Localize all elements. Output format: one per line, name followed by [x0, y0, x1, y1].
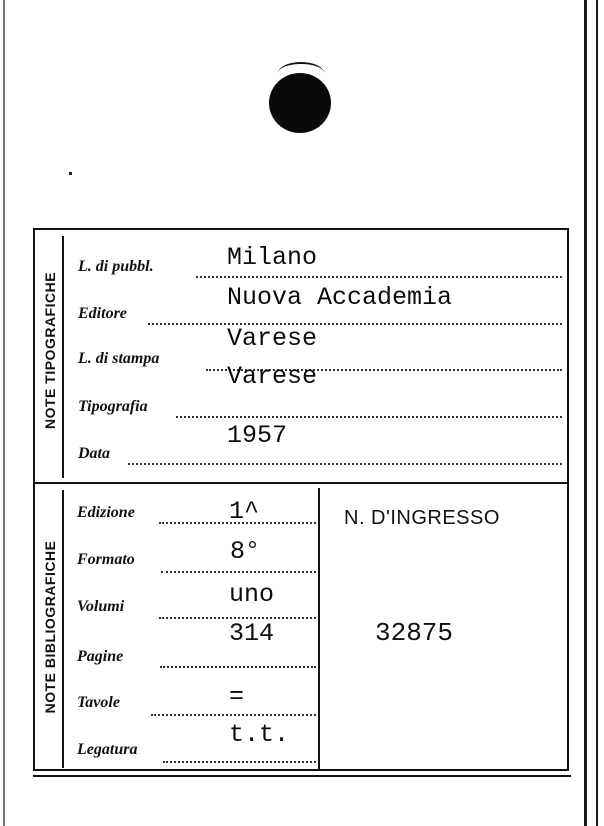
dots-legatura	[163, 761, 316, 763]
tipografiche-title-rule	[62, 236, 64, 478]
value-luogo-stampa: Varese	[227, 324, 318, 353]
value-tavole: =	[229, 682, 245, 711]
value-legatura: t.t.	[229, 720, 290, 749]
ingresso-title: N. D'INGRESSO	[344, 507, 500, 529]
label-edizione: Edizione	[77, 504, 135, 521]
label-luogo-stampa: L. di stampa	[78, 350, 160, 367]
right-edge-inner	[596, 0, 598, 826]
value-luogo-pubblicazione: Milano	[227, 243, 318, 272]
label-luogo-pubblicazione: L. di pubbl.	[78, 258, 154, 275]
ink-speck	[69, 172, 72, 175]
label-pagine: Pagine	[77, 648, 124, 665]
dots-luogo-pubblicazione	[196, 276, 562, 278]
dots-editore	[148, 323, 562, 325]
dots-pagine	[160, 666, 316, 668]
tipografiche-title: NOTE TIPOGRAFICHE	[42, 271, 58, 429]
value-data: 1957	[227, 421, 288, 450]
label-tavole: Tavole	[77, 694, 120, 711]
punch-hole	[269, 73, 331, 133]
dots-tipografia	[176, 416, 562, 418]
value-editore: Nuova Accademia	[227, 283, 453, 312]
label-editore: Editore	[78, 305, 127, 322]
value-formato: 8°	[230, 537, 261, 566]
value-volumi: uno	[229, 580, 275, 609]
section-divider	[33, 482, 569, 484]
card-bottom-rule	[33, 775, 571, 777]
ingresso-number: 32875	[375, 618, 454, 648]
bibliografiche-title: NOTE BIBLIOGRAFICHE	[42, 540, 58, 714]
dots-formato	[161, 571, 316, 573]
dots-tavole	[151, 714, 316, 716]
label-volumi: Volumi	[77, 598, 125, 615]
value-edizione: 1^	[229, 497, 260, 526]
label-legatura: Legatura	[77, 741, 138, 758]
dots-data	[128, 463, 562, 465]
value-pagine: 314	[229, 619, 275, 648]
right-edge-outer	[584, 0, 587, 826]
label-tipografia: Tipografia	[78, 398, 148, 415]
ingresso-divider	[318, 488, 320, 771]
left-edge	[3, 0, 5, 826]
label-formato: Formato	[77, 551, 135, 568]
value-tipografia: Varese	[227, 362, 318, 391]
bibliografiche-title-rule	[62, 490, 64, 768]
label-data: Data	[78, 445, 110, 462]
